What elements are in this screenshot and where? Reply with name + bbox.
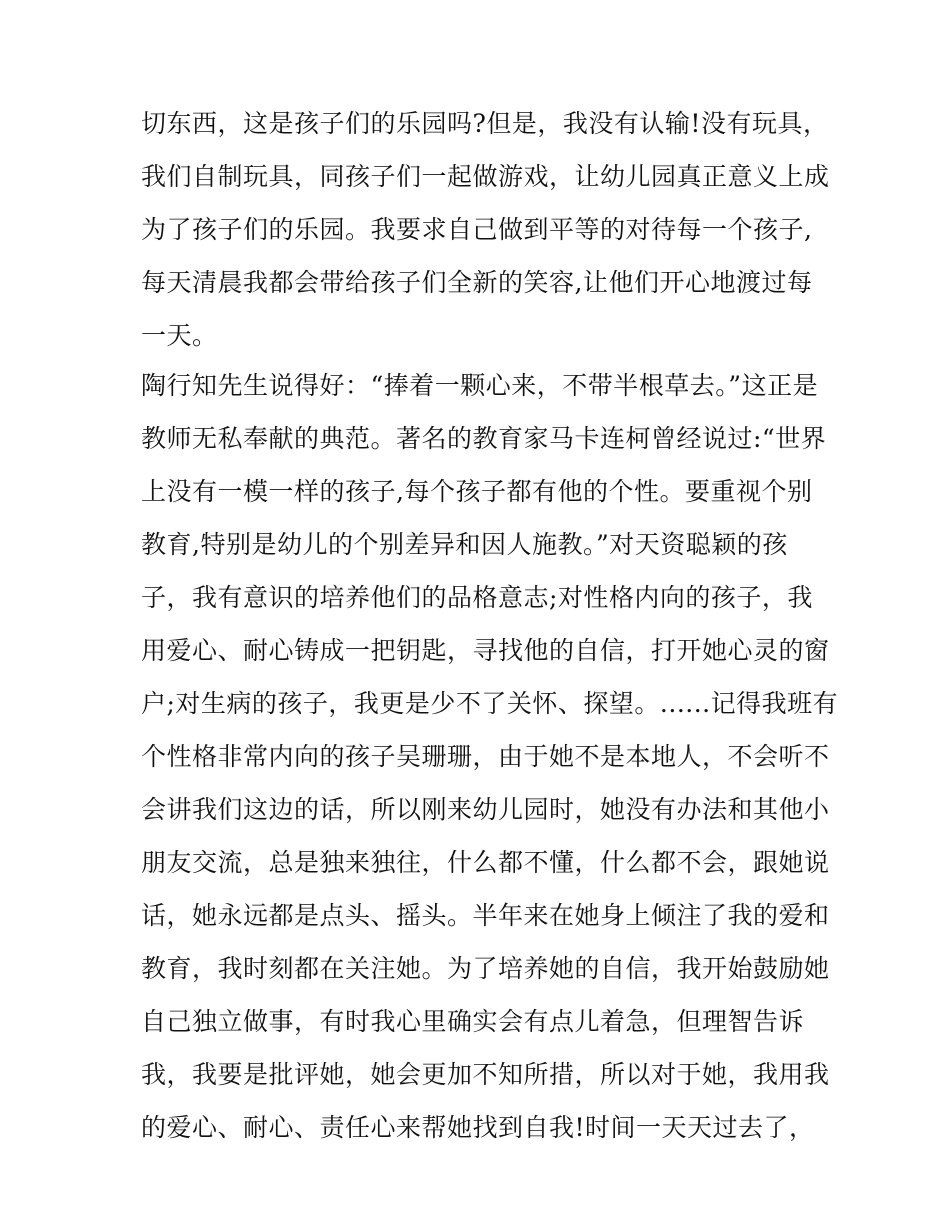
text-line: 自己独立做事，有时我心里确实会有点儿着急，但理智告诉 <box>141 1007 805 1036</box>
text-line: 子，我有意识的培养他们的品格意志;对性格内向的孩子，我 <box>141 583 813 612</box>
text-line: 教师无私奉献的典范。著名的教育家马卡连柯曾经说过:“世界 <box>141 424 827 453</box>
text-line: 的爱心、耐心、责任心来帮她找到自我!时间一天天过去了， <box>141 1113 815 1142</box>
text-line: 户;对生病的孩子，我更是少不了关怀、探望。......记得我班有 <box>141 689 839 718</box>
text-line: 朋友交流，总是独来独往，什么都不懂，什么都不会，跟她说 <box>141 848 830 877</box>
text-line: 教育，我时刻都在关注她。为了培养她的自信，我开始鼓励她 <box>141 954 830 983</box>
text-line: 上没有一模一样的孩子,每个孩子都有他的个性。要重视个别 <box>141 477 813 506</box>
text-line: 用爱心、耐心铸成一把钥匙，寻找他的自信，打开她心灵的窗 <box>141 636 830 665</box>
text-line: 陶行知先生说得好：“捧着一颗心来，不带半根草去。”这正是 <box>141 371 819 400</box>
text-line: 我们自制玩具，同孩子们一起做游戏，让幼儿园真正意义上成 <box>141 162 830 191</box>
text-line: 个性格非常内向的孩子吴珊珊，由于她不是本地人，不会听不 <box>141 742 830 771</box>
text-line: 教育,特别是幼儿的个别差异和因人施教。”对天资聪颖的孩 <box>141 530 788 559</box>
text-line: 话，她永远都是点头、摇头。半年来在她身上倾注了我的爱和 <box>141 901 830 930</box>
text-line: 切东西，这是孩子们的乐园吗?但是，我没有认输!没有玩具， <box>141 109 829 138</box>
text-line: 为了孩子们的乐园。我要求自己做到平等的对待每一个孩子, <box>141 215 813 244</box>
text-line: 会讲我们这边的话，所以刚来幼儿园时，她没有办法和其他小 <box>141 795 830 824</box>
text-line: 一天。 <box>141 321 218 350</box>
text-line: 我，我要是批评她，她会更加不知所措，所以对于她，我用我 <box>141 1060 830 1089</box>
text-line: 每天清晨我都会带给孩子们全新的笑容,让他们开心地渡过每 <box>141 268 813 297</box>
